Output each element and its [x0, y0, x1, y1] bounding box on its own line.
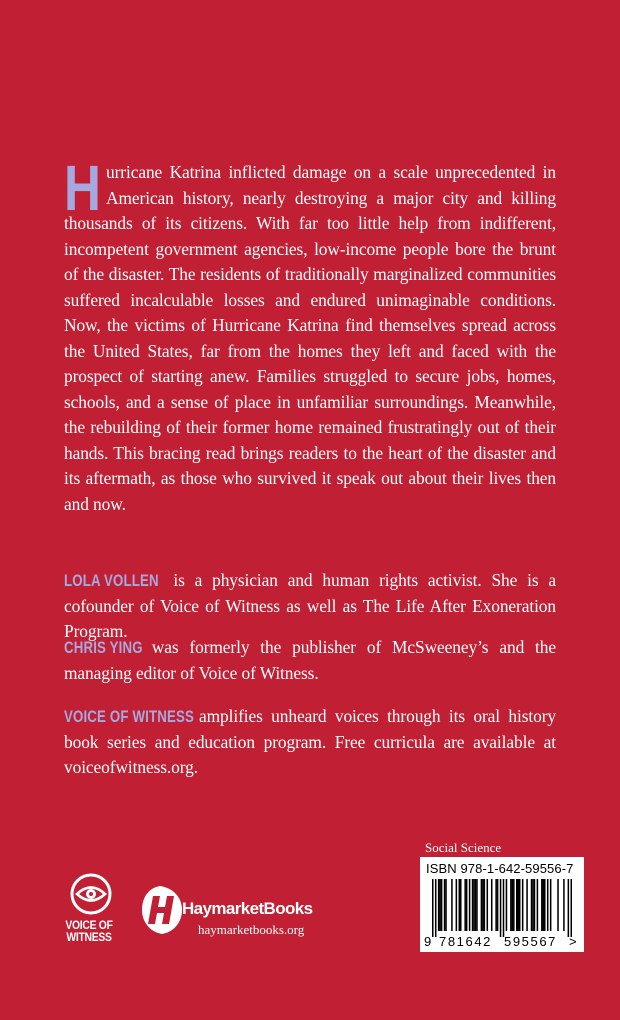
barcode-bar: [512, 879, 514, 931]
barcode-bar: [522, 879, 524, 931]
haymarket-h-icon: [140, 884, 184, 936]
barcode-lead-digit: 9: [424, 934, 432, 949]
barcode-bar: [513, 879, 515, 931]
barcode-bar: [487, 879, 489, 931]
author-bio-lola-vollen: [64, 568, 556, 645]
isbn-barcode: [420, 857, 584, 952]
barcode-bar: [432, 879, 434, 937]
haymarket-books-logo: [140, 884, 350, 944]
voice-of-witness-wordmark: VOICE OF WITNESS: [65, 920, 113, 944]
barcode-bar: [435, 879, 437, 937]
barcode-bar: [444, 879, 446, 931]
barcode-bar: [484, 879, 486, 931]
barcode-bar: [445, 879, 447, 931]
barcode-bar: [451, 879, 453, 931]
barcode-bar: [456, 879, 458, 931]
barcode-bar: [537, 879, 539, 931]
barcode-bar: [466, 879, 468, 931]
barcode-bar: [516, 879, 518, 931]
barcode-bar: [439, 879, 441, 931]
barcode-bar: [550, 879, 552, 931]
barcode-bar: [438, 879, 440, 931]
barcode-bars: [432, 879, 572, 937]
barcode-bar: [541, 879, 543, 931]
author-bio-text: was formerly the publisher of McSweeney’s and the managing editor of Voice of Witness.: [64, 637, 556, 683]
author-bio-text: is a physician and human rights activist. She is a cofounder of Voice of Witness as well as The Life After Exoneration Program.: [64, 570, 556, 641]
publisher-bio-voice-of-witness: [64, 704, 556, 781]
barcode-bar: [517, 879, 519, 931]
barcode-bar: [506, 879, 508, 931]
barcode-right-digits: 595567: [504, 934, 557, 949]
barcode-left-digits: 781642: [439, 934, 492, 949]
author-name: CHRIS YING: [64, 638, 143, 657]
blurb-text: urricane Katrina inflicted damage on a scale unprecedented in American history, nearly destroying a major city and killing thousands of its citizens. With far too little help from indifferent, incompetent government agencies, low-income people bore the brunt of the disaster. The residents of traditionally marginalized communities suffered incalculable losses and endured unimaginable conditions. Now, the victims of Hurricane Katrina find themselves spread across the United States, far from the homes they left and faced with the prospect of starting anew. Families struggled to secure jobs, homes, schools, and a sense of place in unfamiliar surroundings. Meanwhile, the rebuilding of their former home remained frustratingly out of their hands. This bracing read brings readers to the heart of the disaster and its aftermath, as those who survived it speak out about their lives then and now.: [64, 162, 556, 514]
barcode-bar: [531, 879, 533, 931]
barcode-bar: [497, 879, 499, 931]
barcode-bar: [472, 879, 474, 931]
barcode-bar: [544, 879, 546, 931]
organization-name: VOICE OF WITNESS: [64, 707, 194, 726]
barcode-bar: [441, 879, 443, 931]
barcode-bar: [534, 879, 536, 931]
barcode-bar: [491, 879, 493, 931]
voice-of-witness-logo: [62, 872, 122, 948]
barcode-bar: [475, 879, 477, 931]
barcode-bar: [469, 879, 471, 931]
barcode-bar: [495, 879, 497, 931]
barcode-bar: [500, 879, 502, 937]
barcode-bar: [571, 879, 572, 937]
barcode-bar: [473, 879, 475, 931]
barcode-bar: [464, 879, 466, 931]
barcode-bar: [543, 879, 545, 931]
author-bio-chris-ying: [64, 635, 556, 686]
barcode-bar: [460, 879, 462, 931]
barcode-bar: [568, 879, 570, 937]
barcode-bar: [476, 879, 478, 931]
back-cover-blurb: [64, 152, 556, 517]
barcode-bar: [563, 879, 565, 931]
barcode-bar: [482, 879, 484, 931]
drop-cap: H: [64, 152, 101, 224]
barcode-bar: [481, 879, 483, 931]
eye-in-circle-icon: [68, 872, 114, 916]
barcode-bar: [532, 879, 534, 931]
barcode-bar: [503, 879, 505, 937]
barcode-bar: [526, 879, 528, 931]
book-category: Social Science: [425, 840, 502, 855]
haymarket-wordmark: HaymarketBooks: [182, 899, 313, 918]
haymarket-url: haymarketbooks.org: [198, 922, 305, 937]
author-name: LOLA VOLLEN: [64, 571, 159, 590]
barcode-bar: [510, 879, 512, 931]
barcode-bar: [459, 879, 461, 931]
barcode-bar: [547, 879, 549, 931]
organization-bio-text: amplifies unheard voices through its oral history book series and education program. Free curricula are available at voiceofwitness.org.: [64, 706, 556, 777]
barcode-bar: [557, 879, 559, 931]
barcode-quiet-zone-arrow: >: [569, 934, 577, 949]
barcode-bar: [519, 879, 521, 931]
isbn-number: ISBN 978-1-642-59556-7: [426, 861, 574, 876]
